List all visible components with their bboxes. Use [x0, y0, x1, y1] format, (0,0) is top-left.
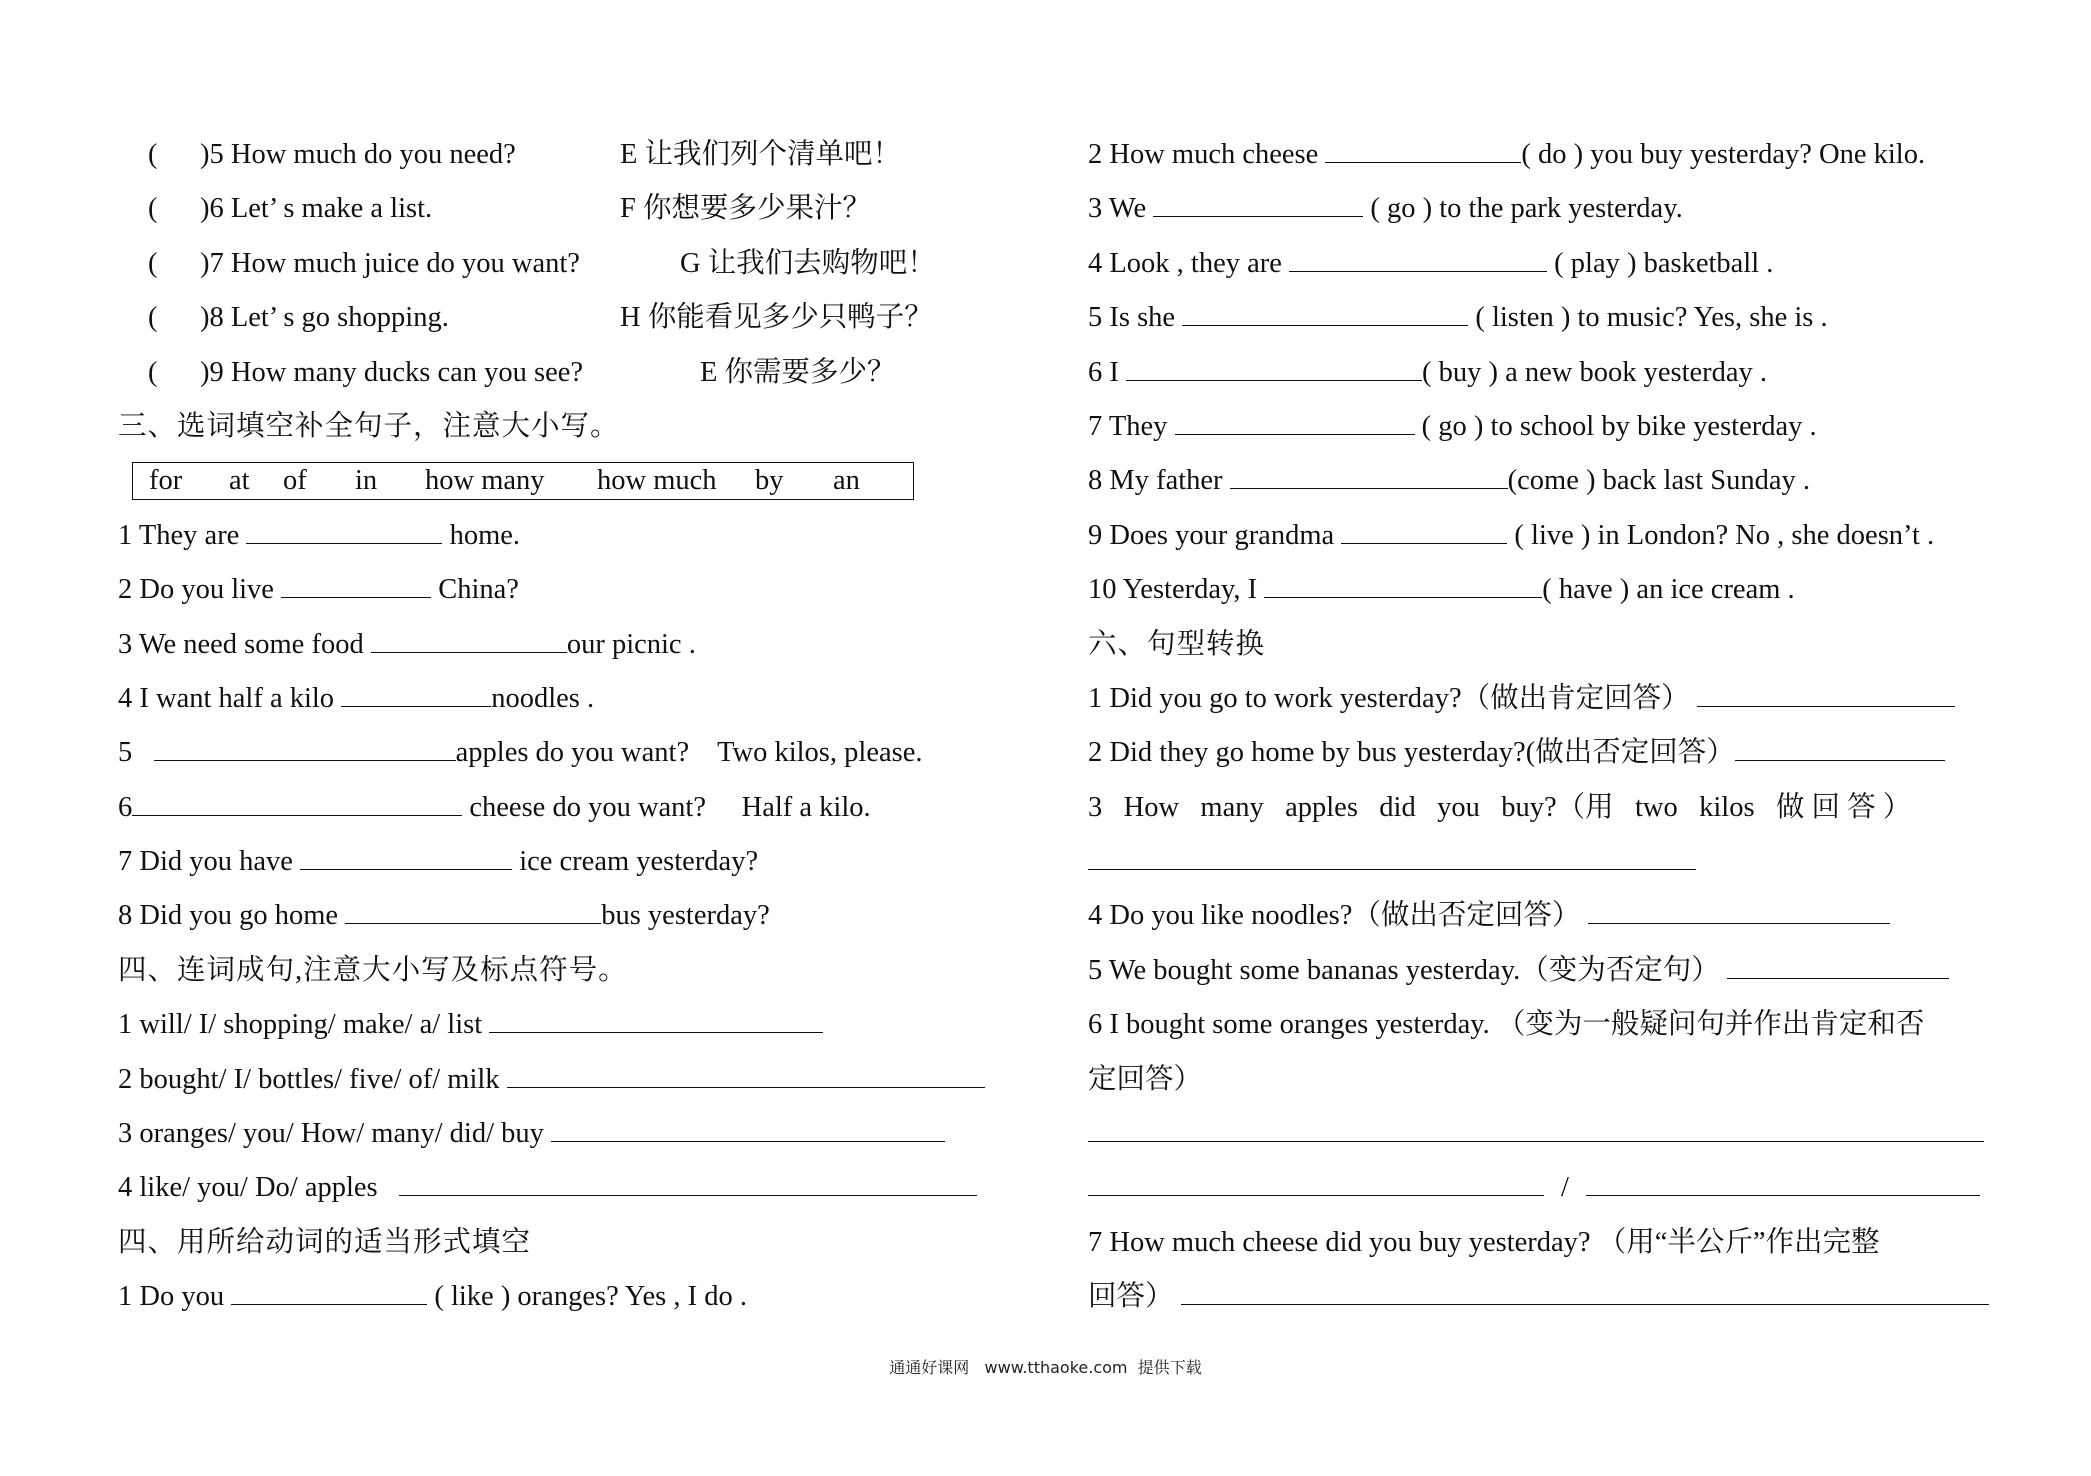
answer-blank[interactable]	[551, 1115, 945, 1142]
transform-item: 4 Do you like noodles?（做出否定回答）	[1088, 889, 1988, 943]
answer-blank[interactable]	[1088, 843, 1696, 870]
verb-form-item: 10 Yesterday, I ( have ) an ice cream .	[1088, 563, 1988, 617]
fill-blank-item: 4 I want half a kilo noodles .	[118, 672, 1038, 726]
verb-form-item: 9 Does your grandma ( live ) in London? No , she doesn’t .	[1088, 509, 1988, 563]
answer-blank[interactable]	[1182, 300, 1468, 327]
answer-blank[interactable]	[507, 1061, 985, 1088]
transform-item: 5 We bought some bananas yesterday.（变为否定句）	[1088, 944, 1988, 998]
section-title: 三、选词填空补全句子，注意大小写。	[118, 410, 620, 442]
match-row: ( )5 How much do you need? E 让我们列个清单吧！	[148, 139, 902, 170]
answer-blank[interactable]	[1175, 408, 1415, 435]
answer-blank[interactable]	[1586, 1170, 1980, 1197]
answer-line	[1088, 1161, 1988, 1215]
answer-blank[interactable]	[1181, 1279, 1989, 1306]
answer-blank[interactable]	[1727, 952, 1949, 979]
match-row: ( )6 Let’ s make a list. F 你想要多少果汁？	[148, 193, 871, 225]
verb-form-item: 8 My father (come ) back last Sunday .	[1088, 454, 1988, 508]
answer-blank[interactable]	[1264, 571, 1542, 598]
answer-blank[interactable]	[341, 680, 491, 707]
fill-blank-item: 6 cheese do you want? Half a kilo.	[118, 781, 1038, 835]
verb-form-item: 1 Do you ( like ) oranges? Yes , I do .	[118, 1270, 1038, 1324]
match-row: ( )9 How many ducks can you see? E 你需要多少？	[148, 356, 896, 388]
answer-blank[interactable]	[1697, 680, 1955, 707]
answer-blank[interactable]	[1325, 136, 1521, 163]
transform-item: 7 How much cheese did you buy yesterday? （用“半公斤”作出完整	[1088, 1226, 1880, 1258]
verb-form-item: 7 They ( go ) to school by bike yesterday .	[1088, 400, 1988, 454]
fill-blank-item: 3 We need some food our picnic .	[118, 618, 1038, 672]
verb-form-item: 4 Look , they are ( play ) basketball .	[1088, 237, 1988, 291]
word-option: by	[755, 465, 784, 497]
fill-blank-item: 8 Did you go home bus yesterday?	[118, 889, 1038, 943]
word-order-item: 2 bought/ I/ bottles/ five/ of/ milk	[118, 1053, 1038, 1107]
answer-blank[interactable]	[1088, 1170, 1544, 1197]
word-box	[132, 462, 914, 500]
answer-blank[interactable]	[1289, 245, 1547, 272]
section-title: 六、句型转换	[1088, 628, 1266, 660]
word-option: at	[229, 465, 250, 497]
word-option: an	[833, 465, 860, 497]
word-order-item: 4 like/ you/ Do/ apples	[118, 1161, 1038, 1215]
answer-blank[interactable]	[345, 898, 601, 925]
transform-item: 2 Did they go home by bus yesterday?(做出否定回答）	[1088, 726, 1988, 780]
verb-form-item: 6 I ( buy ) a new book yesterday .	[1088, 346, 1988, 400]
word-option: how much	[597, 465, 717, 497]
fill-blank-item: 5 apples do you want? Two kilos, please.	[118, 726, 1038, 780]
verb-form-item: 2 How much cheese ( do ) you buy yesterday? One kilo.	[1088, 128, 1988, 182]
transform-item-continued: 定回答）	[1088, 1063, 1203, 1095]
answer-blank[interactable]	[1153, 191, 1363, 218]
slash-separator: /	[1561, 1172, 1569, 1204]
answer-blank[interactable]	[132, 789, 462, 816]
verb-form-item: 5 Is she ( listen ) to music? Yes, she is .	[1088, 291, 1988, 345]
word-order-item: 1 will/ I/ shopping/ make/ a/ list	[118, 998, 1038, 1052]
answer-blank[interactable]	[1735, 735, 1945, 762]
word-option: of	[283, 465, 307, 497]
answer-line	[1088, 835, 1988, 889]
answer-blank[interactable]	[281, 571, 431, 598]
answer-blank[interactable]	[399, 1170, 977, 1197]
answer-blank[interactable]	[1588, 898, 1890, 925]
answer-blank[interactable]	[1341, 517, 1507, 544]
match-row: ( )7 How much juice do you want? G 让我们去购物吧！	[148, 247, 936, 279]
match-row: ( )8 Let’ s go shopping. H 你能看见多少只鸭子？	[148, 302, 933, 334]
answer-blank[interactable]	[154, 735, 456, 762]
transform-item: 6 I bought some oranges yesterday. （变为一般疑问句并作出肯定和否	[1088, 1009, 1925, 1041]
answer-blank[interactable]	[1230, 463, 1508, 490]
answer-blank[interactable]	[489, 1007, 823, 1034]
answer-blank[interactable]	[1126, 354, 1422, 381]
answer-blank[interactable]	[231, 1279, 427, 1306]
transform-item-continued: 回答）	[1088, 1270, 1988, 1324]
word-option: in	[355, 465, 378, 497]
section-title: 四、连词成句,注意大小写及标点符号。	[118, 954, 628, 986]
section-title: 四、用所给动词的适当形式填空	[118, 1226, 532, 1258]
transform-item: 3 How many apples did you buy?（用 two kilos 做 回 答 ）	[1088, 791, 1912, 823]
word-option: for	[149, 465, 183, 497]
answer-blank[interactable]	[300, 843, 512, 870]
word-box-row	[118, 454, 1038, 508]
answer-line	[1088, 1107, 1988, 1161]
fill-blank-item: 2 Do you live China?	[118, 563, 1038, 617]
fill-blank-item: 7 Did you have ice cream yesterday?	[118, 835, 1038, 889]
transform-item: 1 Did you go to work yesterday?（做出肯定回答）	[1088, 672, 1988, 726]
right-column	[1088, 128, 1988, 1325]
answer-blank[interactable]	[246, 517, 442, 544]
answer-blank[interactable]	[371, 626, 567, 653]
answer-blank[interactable]	[1088, 1115, 1984, 1142]
footer-credit: 通通好课网 www.tthaoke.com 提供下载	[889, 1358, 1202, 1377]
verb-form-item: 3 We ( go ) to the park yesterday.	[1088, 182, 1988, 236]
word-option: how many	[425, 465, 545, 497]
fill-blank-item: 1 They are home.	[118, 509, 1038, 563]
word-order-item: 3 oranges/ you/ How/ many/ did/ buy	[118, 1107, 1038, 1161]
left-column	[118, 128, 1038, 1325]
